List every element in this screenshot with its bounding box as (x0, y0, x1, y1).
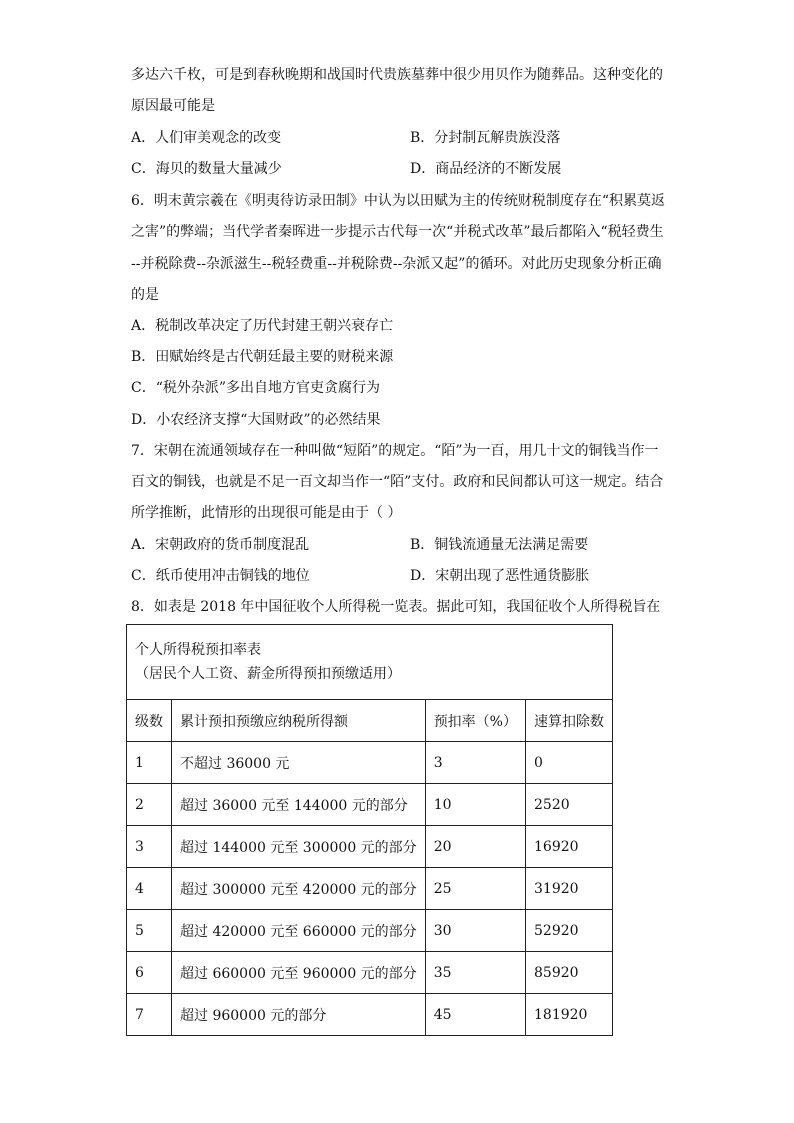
table-cell: 16920 (526, 826, 613, 868)
table-caption-row (127, 625, 613, 700)
q6-option-d: D．小农经济支撑“大国财政”的必然结果 (131, 412, 381, 428)
table-cell: 7 (127, 994, 172, 1036)
table-cell: 4 (127, 868, 172, 910)
table-cell: 超过 36000 元至 144000 元的部分 (172, 784, 426, 826)
table-row (127, 784, 613, 826)
q7-option-b: B．铜钱流通量无法满足需要 (410, 537, 589, 553)
table-cell: 超过 144000 元至 300000 元的部分 (172, 826, 426, 868)
table-header-cell: 累计预扣预缴应纳税所得额 (172, 700, 426, 742)
tax-rate-table (126, 624, 613, 1036)
q5-stem-line1: 多达六千枚，可是到春秋晚期和战国时代贵族墓葬中很少用贝作为随葬品。这种变化的 (131, 67, 663, 83)
table-cell: 20 (425, 826, 525, 868)
table-row (127, 952, 613, 994)
q7-option-c: C．纸币使用冲击铜钱的地位 (131, 568, 310, 584)
table-cell: 85920 (526, 952, 613, 994)
table-row (127, 868, 613, 910)
table-cell: 超过 300000 元至 420000 元的部分 (172, 868, 426, 910)
table-header-cell: 速算扣除数 (526, 700, 613, 742)
table-cell: 45 (425, 994, 525, 1036)
table-cell: 超过 660000 元至 960000 元的部分 (172, 952, 426, 994)
q7-option-a: A．宋朝政府的货币制度混乱 (131, 537, 310, 553)
table-row (127, 826, 613, 868)
table-title: 个人所得税预扣率表 (135, 642, 261, 658)
q5-option-c: C．海贝的数量大量减少 (131, 161, 282, 177)
q6-stem-line3: --并税除费--杂派滋生--税轻费重--并税除费--杂派又起”的循环。对此历史现象分析正确 (131, 256, 662, 272)
q7-stem-line1: 7．宋朝在流通领域存在一种叫做“短陌”的规定。“陌”为一百，用几十文的铜钱当作一 (131, 443, 659, 459)
q5-option-a: A．人们审美观念的改变 (131, 130, 282, 146)
table-cell: 2520 (526, 784, 613, 826)
table-cell: 3 (127, 826, 172, 868)
table-cell: 0 (526, 742, 613, 784)
q6-stem-line4: 的是 (131, 287, 159, 303)
table-cell: 25 (425, 868, 525, 910)
table-cell: 5 (127, 910, 172, 952)
table-cell: 1 (127, 742, 172, 784)
table-cell: 3 (425, 742, 525, 784)
table-cell: 超过 960000 元的部分 (172, 994, 426, 1036)
table-subtitle: （居民个人工资、薪金所得预扣预缴适用） (135, 666, 401, 682)
q7-option-d: D．宋朝出现了恶性通货膨胀 (410, 568, 590, 584)
q5-option-b: B．分封制瓦解贵族没落 (410, 130, 561, 146)
q6-option-b: B．田赋始终是古代朝廷最主要的财税来源 (131, 349, 394, 365)
q8-stem-line1: 8．如表是 2018 年中国征收个人所得税一览表。据此可知，我国征收个人所得税旨在 (131, 599, 661, 615)
table-row (127, 742, 613, 784)
q6-option-a: A．税制改革决定了历代封建王朝兴衰存亡 (131, 318, 394, 334)
table-cell: 2 (127, 784, 172, 826)
table-row (127, 910, 613, 952)
q6-stem-line2: 之害”的弊端；当代学者秦晖进一步提示古代每一次“并税式改革”最后都陷入“税轻费生 (131, 224, 664, 240)
q6-option-c: C．“税外杂派”多出自地方官吏贪腐行为 (131, 380, 381, 396)
table-cell: 超过 420000 元至 660000 元的部分 (172, 910, 426, 952)
q5-option-d: D．商品经济的不断发展 (410, 161, 562, 177)
table-header-cell: 预扣率（%） (425, 700, 525, 742)
table-cell: 30 (425, 910, 525, 952)
q7-stem-line2: 百文的铜钱，也就是不足一百文却当作一“陌”支付。政府和民间都认可这一规定。结合 (131, 474, 664, 490)
table-cell: 6 (127, 952, 172, 994)
q6-stem-line1: 6．明末黄宗羲在《明夷待访录田制》中认为以田赋为主的传统财税制度存在“积累莫返 (131, 193, 666, 209)
q5-stem-line2: 原因最可能是 (131, 98, 215, 114)
table-cell: 10 (425, 784, 525, 826)
table-row (127, 994, 613, 1036)
table-caption (127, 625, 613, 700)
table-cell: 31920 (526, 868, 613, 910)
table-cell: 35 (425, 952, 525, 994)
table-header-row (127, 700, 613, 742)
table-cell: 不超过 36000 元 (172, 742, 426, 784)
q7-stem-line3: 所学推断，此情形的出现很可能是由于（ ） (131, 505, 402, 521)
table-cell: 52920 (526, 910, 613, 952)
table-cell: 181920 (526, 994, 613, 1036)
table-header-cell: 级数 (127, 700, 172, 742)
